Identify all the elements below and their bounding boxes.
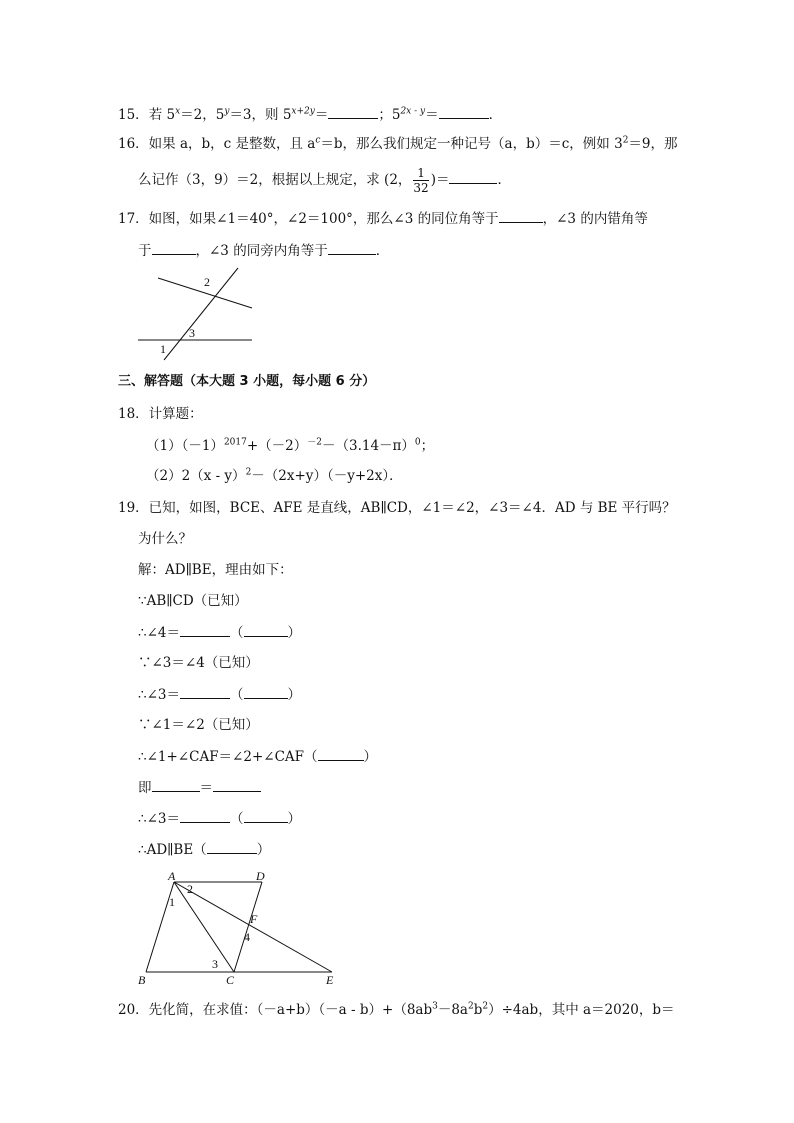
figure-q19-quadrilateral bbox=[130, 866, 350, 990]
answer-blank[interactable] bbox=[180, 684, 230, 699]
point-label-a: A bbox=[168, 869, 176, 883]
proof-step-6: ∴∠1+∠CAF＝∠2+∠CAF（ ） bbox=[138, 746, 377, 767]
question-16-line-2: 么记作（3，9）＝2，根据以上规定，求 (2， $\frac{1}{32}$ )＝ ． bbox=[138, 166, 511, 195]
answer-blank[interactable] bbox=[328, 240, 376, 255]
question-18-part-2: （2）2（x - y）$^2$－（2x+y）（－y+2x）． bbox=[146, 467, 403, 484]
proof-step-1: ∵AB∥CD（已知） bbox=[138, 593, 248, 609]
angle-label-3: 3 bbox=[189, 326, 195, 340]
figure-q17-lines bbox=[130, 262, 260, 364]
angle-label-2: 2 bbox=[187, 882, 193, 896]
answer-blank[interactable] bbox=[152, 777, 200, 792]
point-label-f: F bbox=[250, 912, 258, 926]
point-label-e: E bbox=[326, 973, 334, 987]
proof-step-4: ∴∠3＝ （ ） bbox=[138, 684, 301, 705]
answer-blank[interactable] bbox=[439, 104, 489, 119]
reason-blank[interactable] bbox=[244, 684, 288, 699]
question-17-line-1: 17．如图，如果∠1＝40°，∠2＝100°，那么∠3 的同位角等于 ，∠3 的内错角等 bbox=[118, 208, 648, 229]
answer-blank[interactable] bbox=[180, 622, 230, 637]
proof-step-3: ∵∠3＝∠4（已知） bbox=[138, 655, 259, 671]
reason-blank[interactable] bbox=[244, 808, 288, 823]
question-18-part-1: $(1)(-1)^{2017}+(-2)^{-2}-(3.14-\pi)^0$； bbox=[146, 437, 435, 454]
question-18-title: 18．计算题： bbox=[118, 406, 203, 422]
reason-blank[interactable] bbox=[318, 746, 364, 761]
angle-label-3: 3 bbox=[212, 957, 218, 971]
angle-label-4: 4 bbox=[244, 930, 250, 944]
answer-blank[interactable] bbox=[449, 169, 497, 184]
proof-step-9: ∴AD∥BE（ ） bbox=[138, 839, 270, 860]
question-19-line-1: 19．已知，如图，BCE、AFE 是直线，AB∥CD，∠1＝∠2，∠3＝∠4．AD 与 BE 平行吗？ bbox=[118, 500, 676, 516]
angle-label-2: 2 bbox=[204, 275, 210, 289]
proof-step-7: 即 ＝ bbox=[138, 777, 261, 798]
proof-step-8: ∴∠3＝ （ ） bbox=[138, 808, 301, 829]
question-15: 15．若 $5^x=2$，$5^y=3$，则 $5^{x+2y}=$ ；$5^{2x - y}=$ ． bbox=[118, 104, 502, 125]
point-label-b: B bbox=[138, 973, 146, 987]
proof-step-2: ∴∠4＝ （ ） bbox=[138, 622, 301, 643]
fraction: $\frac{1}{32}$ bbox=[413, 166, 429, 195]
question-20: 20．先化简，在求值：$(-a+b)(-a - b)+(8ab^3-8a^2b^2)\div 4ab$，其中 a＝2020，b＝ bbox=[118, 1001, 675, 1018]
question-16-line-1: 16．如果 a，b，c 是整数，且 $a^c=b$，那么我们规定一种记号（a，b）＝c，例如 $3^2=9$，那 bbox=[118, 135, 678, 152]
reason-blank[interactable] bbox=[207, 839, 257, 854]
point-label-c: C bbox=[226, 973, 235, 987]
answer-blank[interactable] bbox=[499, 208, 543, 223]
proof-step-5: ∵∠1＝∠2（已知） bbox=[138, 717, 259, 733]
question-17-line-2: 于 ，∠3 的同旁内角等于 ． bbox=[138, 240, 389, 261]
answer-blank[interactable] bbox=[152, 240, 196, 255]
reason-blank[interactable] bbox=[244, 622, 288, 637]
angle-label-1: 1 bbox=[160, 342, 166, 356]
question-19-line-2: 为什么？ bbox=[138, 531, 192, 547]
answer-blank[interactable] bbox=[213, 777, 261, 792]
solution-intro: 解：AD∥BE，理由如下： bbox=[138, 562, 293, 578]
angle-label-1: 1 bbox=[169, 895, 175, 909]
section-heading: 三、解答题（本大题 3 小题，每小题 6 分） bbox=[118, 374, 376, 389]
answer-blank[interactable] bbox=[180, 808, 230, 823]
answer-blank[interactable] bbox=[328, 104, 378, 119]
point-label-d: D bbox=[256, 869, 265, 883]
